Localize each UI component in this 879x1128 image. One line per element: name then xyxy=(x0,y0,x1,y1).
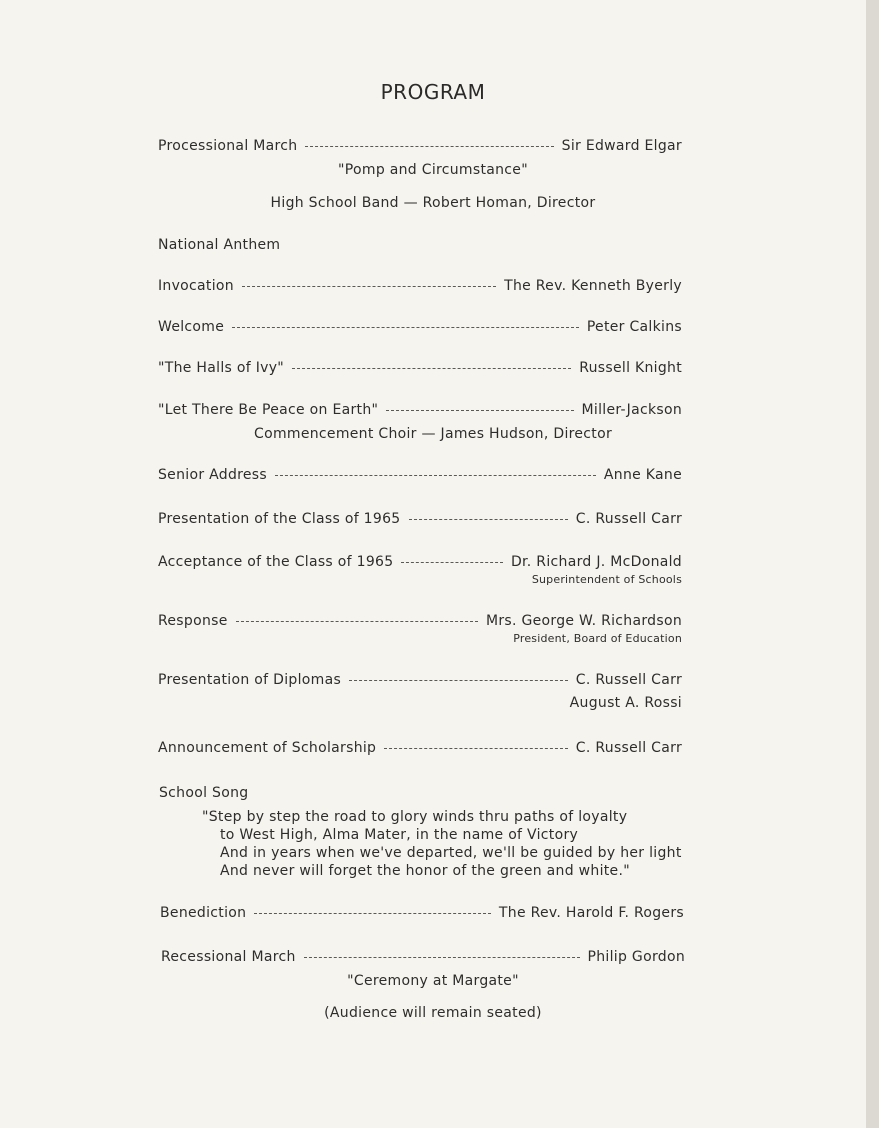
response-title: President, Board of Education xyxy=(513,632,682,645)
dotted-leader xyxy=(386,410,573,411)
audience-note: (Audience will remain seated) xyxy=(324,1005,542,1021)
acceptance-label: Acceptance of the Class of 1965 xyxy=(158,554,394,570)
processional-label: Processional March xyxy=(158,138,298,154)
dotted-leader xyxy=(349,680,568,681)
scholarship-performer: C. Russell Carr xyxy=(575,740,682,756)
presentation-class-performer: C. Russell Carr xyxy=(575,511,682,527)
processional-performer: Sir Edward Elgar xyxy=(561,138,682,154)
presentation-class-row xyxy=(158,511,682,527)
benediction-label: Benediction xyxy=(160,905,247,921)
recessional-performer: Philip Gordon xyxy=(587,949,685,965)
invocation-row xyxy=(158,278,682,294)
recessional-row xyxy=(161,949,685,965)
acceptance-performer: Dr. Richard J. McDonald xyxy=(510,554,682,570)
dotted-leader xyxy=(254,913,491,914)
senior-label: Senior Address xyxy=(158,467,267,483)
diplomas-performer-2: August A. Rossi xyxy=(569,695,682,711)
peace-choir: Commencement Choir — James Hudson, Director xyxy=(254,426,612,442)
dotted-leader xyxy=(275,475,596,476)
recessional-piece: "Ceremony at Margate" xyxy=(347,973,519,989)
response-label: Response xyxy=(158,613,228,629)
processional-row xyxy=(158,138,682,154)
lyric-line: And in years when we've departed, we'll be guided by her light xyxy=(220,845,682,861)
dotted-leader xyxy=(232,327,579,328)
lyric-line: And never will forget the honor of the green and white." xyxy=(220,863,630,879)
presentation-class-label: Presentation of the Class of 1965 xyxy=(158,511,401,527)
welcome-label: Welcome xyxy=(158,319,225,335)
welcome-performer: Peter Calkins xyxy=(586,319,682,335)
peace-label: "Let There Be Peace on Earth" xyxy=(158,402,379,418)
dotted-leader xyxy=(305,146,553,147)
benediction-row xyxy=(160,905,684,921)
lyric-line: to West High, Alma Mater, in the name of Victory xyxy=(220,827,579,843)
dotted-leader xyxy=(401,562,503,563)
diplomas-row xyxy=(158,672,682,688)
halls-performer: Russell Knight xyxy=(579,360,682,376)
dotted-leader xyxy=(292,368,571,369)
senior-row xyxy=(158,467,682,483)
dotted-leader xyxy=(236,621,478,622)
welcome-row xyxy=(158,319,682,335)
invocation-label: Invocation xyxy=(158,278,234,294)
halls-row xyxy=(158,360,682,376)
halls-label: "The Halls of Ivy" xyxy=(158,360,285,376)
peace-performer: Miller-Jackson xyxy=(581,402,682,418)
dotted-leader xyxy=(304,957,580,958)
school-song-lyrics xyxy=(202,808,682,880)
acceptance-title: Superintendent of Schools xyxy=(531,573,682,586)
acceptance-row xyxy=(158,554,682,570)
page-edge xyxy=(866,0,879,1128)
dotted-leader xyxy=(242,286,496,287)
response-row xyxy=(158,613,682,629)
diplomas-label: Presentation of Diplomas xyxy=(158,672,342,688)
lyric-line: "Step by step the road to glory winds thru paths of loyalty xyxy=(202,809,628,825)
diplomas-performer: C. Russell Carr xyxy=(575,672,682,688)
invocation-performer: The Rev. Kenneth Byerly xyxy=(504,278,682,294)
benediction-performer: The Rev. Harold F. Rogers xyxy=(498,905,684,921)
scholarship-row xyxy=(158,740,682,756)
peace-row xyxy=(158,402,682,418)
anthem-label: National Anthem xyxy=(158,237,281,253)
response-performer: Mrs. George W. Richardson xyxy=(485,613,682,629)
processional-piece: "Pomp and Circumstance" xyxy=(338,162,528,178)
processional-band: High School Band — Robert Homan, Director xyxy=(270,195,596,211)
recessional-label: Recessional March xyxy=(161,949,296,965)
dotted-leader xyxy=(384,748,568,749)
dotted-leader xyxy=(409,519,568,520)
senior-performer: Anne Kane xyxy=(603,467,682,483)
page-title: PROGRAM xyxy=(380,80,486,104)
scholarship-label: Announcement of Scholarship xyxy=(158,740,377,756)
school-song-label: School Song xyxy=(159,785,249,801)
